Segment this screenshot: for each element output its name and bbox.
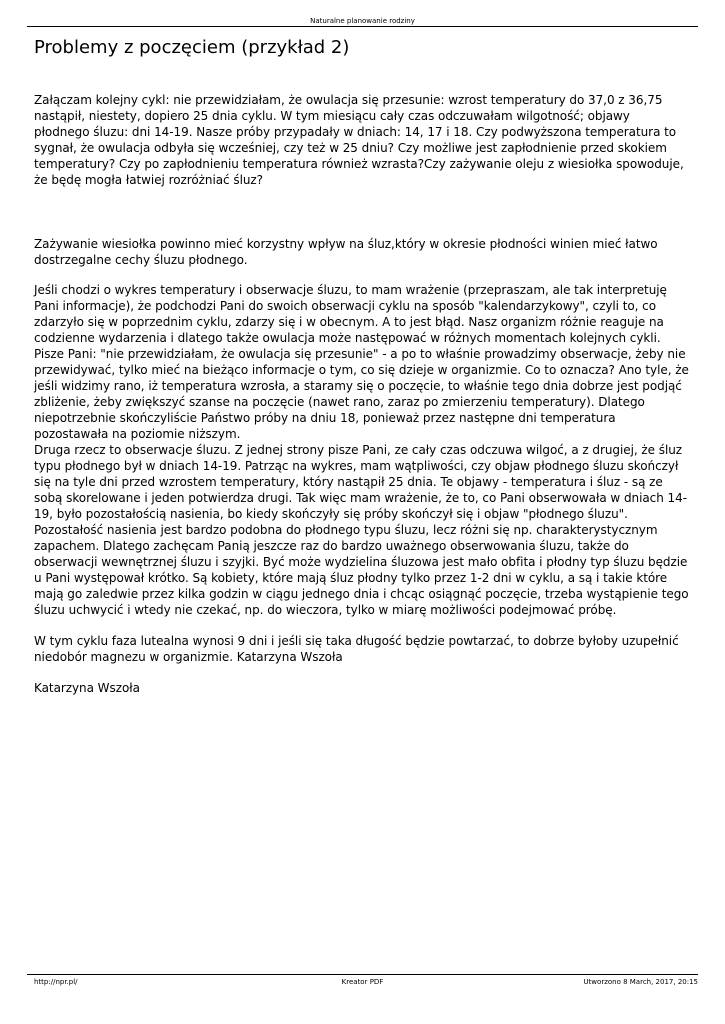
header-divider (27, 26, 698, 27)
answer-paragraph-2: Jeśli chodzi o wykres temperatury i obserwacje śluzu, to mam wrażenie (przepraszam, ale tak interpretuję Pani informacje), że podchodzi Pani do swoich obserwacji cyklu na sposób "kalendarzykowy", czyli to, co zdarzyło się w poprzednim cyklu, zdarzy się i w obecnym. A to jest błąd. Nasz organizm różnie reaguje na codzienne wydarzenia i dlatego także owulacja może następować w różnych momentach kolejnych cykli. Pisze Pani: "nie przewidziałam, że owulacja się przesunie" - a po to właśnie prowadzimy obserwacje, żeby nie przewidywać, tylko mieć na bieżąco informacje o tym, co się dzieje w organizmie. Co to oznacza? Ano tyle, że jeśli widzimy rano, iż temperatura wzrosła, a staramy się o poczęcie, to właśnie tego dnia dobrze jest podjąć zbliżenie, żeby zwiększyć szanse na poczęcie (nawet rano, zaraz po zmierzeniu temperatury). Dlatego niepotrzebnie skończyliście Państwo próby na dniu 18, ponieważ przez następne dni temperatura pozostawała na poziomie niższym. (34, 283, 689, 441)
question-paragraph: Załączam kolejny cykl: nie przewidziałam, że owulacja się przesunie: wzrost temperatury do 37,0 z 36,75 nastąpił, niestety, dopiero 25 dnia cyklu. W tym miesiącu cały czas odczuwałam wilgotność; objawy płodnego śluzu: dni 14-19. Nasze próby przypadały w dniach: 14, 17 i 18. Czy podwyższona temperatura to sygnał, że owulacja odbyła się wcześniej, czy też w 25 dniu? Czy możliwe jest zapłodnienie przed skokiem temperatury? Czy po zapłodnieniu temperatura również wzrasta?Czy zażywanie oleju z wiesiołka spowoduje, że będę mogła łatwiej rozróżniać śluz? (34, 93, 684, 187)
author-signature: Katarzyna Wszoła (34, 681, 140, 695)
footer-divider (27, 974, 698, 975)
answer-paragraph-3: Druga rzecz to obserwacje śluzu. Z jednej strony pisze Pani, ze cały czas odczuwa wilgoć, a z drugiej, że śluz typu płodnego był w dniach 14-19. Patrząc na wykres, mam wątpliwości, czy objaw płodnego śluzu skończył się na tyle dni przed wzrostem temperatury, który nastąpił 25 dnia. Te objawy - temperatura i śluz - są ze sobą skorelowane i jeden potwierdza drugi. Tak więc mam wrażenie, że to, co Pani obserwowała w dniach 14-19, było pozostałością nasienia, bo kiedy skończyły się próby skończył się i objaw "płodnego śluzu". Pozostałość nasienia jest bardzo podobna do płodnego typu śluzu, lecz różni się np. charakterystycznym zapachem. Dlatego zachęcam Panią jeszcze raz do bardzo uważnego obserwowania śluzu, także do obserwacji wewnętrznej śluzu i szyjki. Być może wydzielina śluzowa jest mało obfita i płodny typ śluzu będzie u Pani występował krótko. Są kobiety, które mają śluz płodny tylko przez 1-2 dni w cyklu, a są i takie które mają go zaledwie przez kilka godzin w ciągu jednego dnia i chcąc osiągnąć poczęcie, trzeba wystąpienie tego śluzu uchwycić i wtedy nie czekać, np. do wieczora, tylko w miarę możliwości podejmować próbę. (34, 443, 689, 617)
footer-generator: Kreator PDF (341, 978, 384, 986)
footer-created-date: Utworzono 8 March, 2017, 20:15 (583, 978, 698, 986)
article-title: Problemy z poczęciem (przykład 2) (34, 37, 350, 58)
page-header-title: Naturalne planowanie rodziny (310, 17, 415, 25)
answer-paragraph-4: W tym cyklu faza lutealna wynosi 9 dni i jeśli się taka długość będzie powtarzać, to dobrze byłoby uzupełnić niedobór magnezu w organizmie. Katarzyna Wszoła (34, 634, 679, 664)
answer-paragraph-1: Zażywanie wiesiołka powinno mieć korzystny wpływ na śluz,który w okresie płodności winien mieć łatwo dostrzegalne cechy śluzu płodnego. (34, 237, 658, 267)
footer-url: http://npr.pl/ (34, 978, 78, 986)
